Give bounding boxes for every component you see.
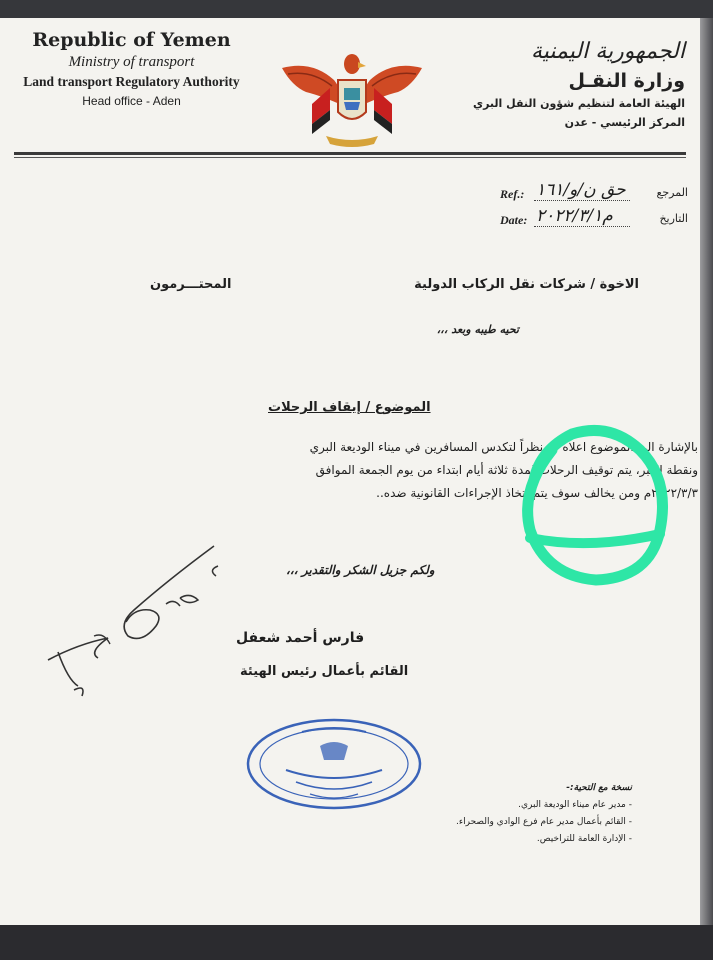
respected-label: المحتـــرمون bbox=[150, 277, 232, 292]
top-bar bbox=[0, 0, 713, 18]
ministry-name-en: Ministry of transport bbox=[68, 54, 195, 70]
body-line: ۲۰۲۲/۳/۳م ومن يخالف سوف يتم اتخاذ الإجراءات القانونية ضده.. bbox=[376, 486, 698, 500]
date-label-ar: التاريخ bbox=[659, 212, 688, 225]
country-name-ar: الجمهورية اليمنية bbox=[530, 39, 685, 64]
date-line bbox=[470, 206, 692, 230]
letterhead-english bbox=[14, 28, 249, 110]
date-label-en: Date: bbox=[500, 213, 528, 227]
body-line: بالإشارة الى الموضوع اعلاه ،،، نظراً لتكدس المسافرين في ميناء الوديعة البري bbox=[309, 440, 698, 454]
ministry-name-ar: وزارة النقـل bbox=[568, 70, 685, 92]
office-name-en: Head office - Aden bbox=[82, 94, 181, 108]
header-rule-thin bbox=[14, 157, 686, 158]
ref-dotted-line bbox=[534, 200, 630, 201]
signer-name: فارس أحمد شعفل bbox=[236, 630, 365, 646]
country-name-en: Republic of Yemen bbox=[32, 29, 231, 51]
copy-item: - مدير عام ميناء الوديعة البري. bbox=[518, 800, 632, 810]
closing-thanks: ولكم جزيل الشكر والتقدير ،،، bbox=[286, 563, 435, 577]
subject-line: الموضوع / إيقاف الرحلات bbox=[268, 400, 431, 415]
date-value: ۲۰۲۲/۳/۱م bbox=[536, 206, 613, 226]
copy-item: - القائم بأعمال مدير عام فرع الوادي والصحراء. bbox=[456, 817, 632, 827]
signer-title: القائم بأعمال رئيس الهيئة bbox=[240, 664, 409, 679]
official-stamp-icon bbox=[244, 716, 424, 812]
copies-heading: نسخة مع التحية:- bbox=[566, 783, 632, 793]
letterhead-arabic bbox=[440, 36, 685, 132]
ref-value: حق ن/و/۱٦۱ bbox=[536, 180, 626, 200]
page-edge bbox=[700, 18, 713, 925]
date-dotted-line bbox=[534, 226, 630, 227]
authority-name-en: Land transport Regulatory Authority bbox=[23, 74, 240, 89]
ref-label-ar: المرجع bbox=[656, 186, 688, 199]
copy-item: - الإدارة العامة للتراخيص. bbox=[536, 834, 632, 844]
body-line: ونقطة العبر، يتم توقيف الرحلات لمدة ثلاثة أيام ابتداء من يوم الجمعة الموافق bbox=[315, 463, 698, 477]
greeting: تحيه طيبه وبعد ،،، bbox=[436, 323, 519, 336]
addressee: الاخوة / شركات نقل الركاب الدولية bbox=[414, 277, 639, 292]
reference-line bbox=[470, 180, 692, 204]
yemen-eagle-emblem-icon bbox=[272, 40, 432, 148]
bottom-bar bbox=[0, 925, 713, 960]
header-rule bbox=[14, 152, 686, 155]
highlight-circle-annotation bbox=[500, 410, 675, 600]
copies-list bbox=[410, 780, 632, 848]
handwritten-signature-icon bbox=[38, 540, 258, 700]
authority-name-ar: الهيئة العامة لتنظيم شؤون النقل البري bbox=[472, 97, 685, 110]
ref-label-en: Ref.: bbox=[500, 187, 525, 201]
office-name-ar: المركز الرئيسي - عدن bbox=[564, 116, 685, 129]
